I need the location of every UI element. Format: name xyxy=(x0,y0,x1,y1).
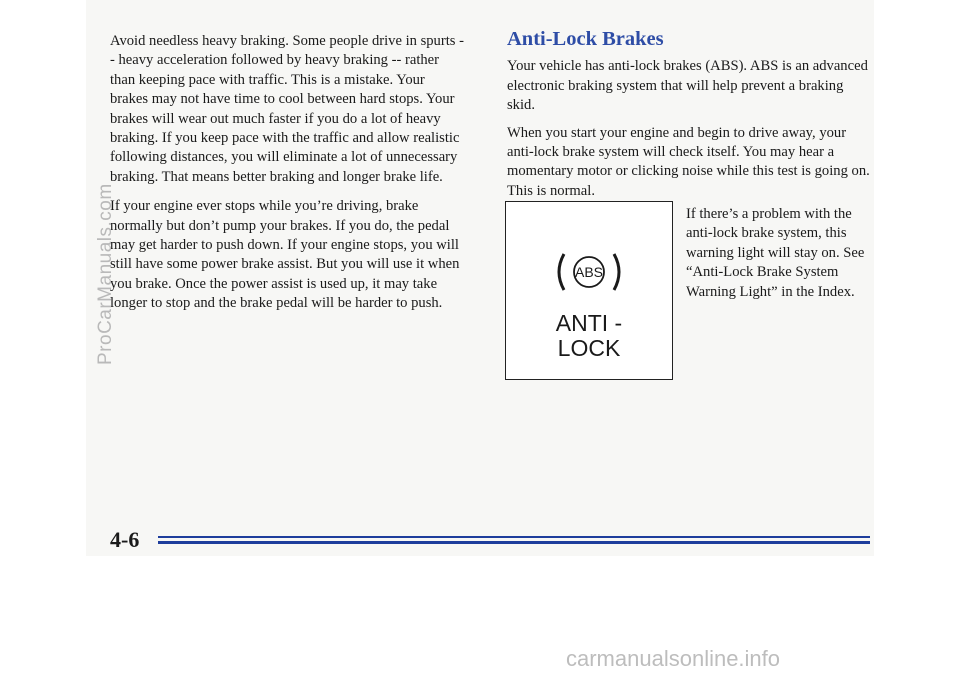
section-heading: Anti-Lock Brakes xyxy=(507,28,664,50)
warning-light-note: If there’s a problem with the anti-lock brake system, this warning light will stay on. See “Anti-Lock Brake System Warning Light” in the Index. xyxy=(686,206,865,300)
engine-stop-paragraph: If your engine ever stops while you’re driving, brake normally but don’t pump your brakes. If you do, the pedal may get harder to push down. If your engine stops, you will still have some power brake assist. But you will use it when you brake. Once the power assist is used up, it may take longer to stop and the brake pedal will be harder to push. xyxy=(110,198,460,312)
footer-rule-top xyxy=(158,536,870,538)
right-column xyxy=(481,30,871,209)
abs-emblem-icon xyxy=(550,246,628,298)
side-watermark: ProCarManuals.com xyxy=(95,183,116,365)
footer-rule-bottom xyxy=(158,541,870,544)
abs-intro-paragraph: Your vehicle has anti-lock brakes (ABS). ABS is an advanced electronic braking system that will help prevent a braking skid. xyxy=(507,58,868,114)
anti-label: ANTI - xyxy=(555,310,623,336)
left-column xyxy=(110,32,466,324)
lock-label: LOCK xyxy=(557,335,621,361)
abs-warning-light-illustration xyxy=(505,201,673,380)
page-number: 4-6 xyxy=(110,527,140,552)
abs-emblem-label: ABS xyxy=(574,264,604,280)
braking-paragraph: Avoid needless heavy braking. Some people drive in spurts -- heavy acceleration followed by heavy braking -- rather than keeping pace with traffic. This is a mistake. Your brakes may not have time to cool between hard stops. Your brakes will wear out much faster if you do a lot of heavy braking. If you keep pace with the traffic and allow realistic following distances, you will eliminate a lot of unnecessary braking. That means better braking and longer brake life. xyxy=(110,33,464,185)
bottom-watermark: carmanualsonline.info xyxy=(566,646,781,671)
abs-selftest-paragraph: When you start your engine and begin to drive away, your anti-lock brake system will check itself. You may hear a momentary motor or clicking noise while this test is going on. This is normal. xyxy=(507,124,870,199)
